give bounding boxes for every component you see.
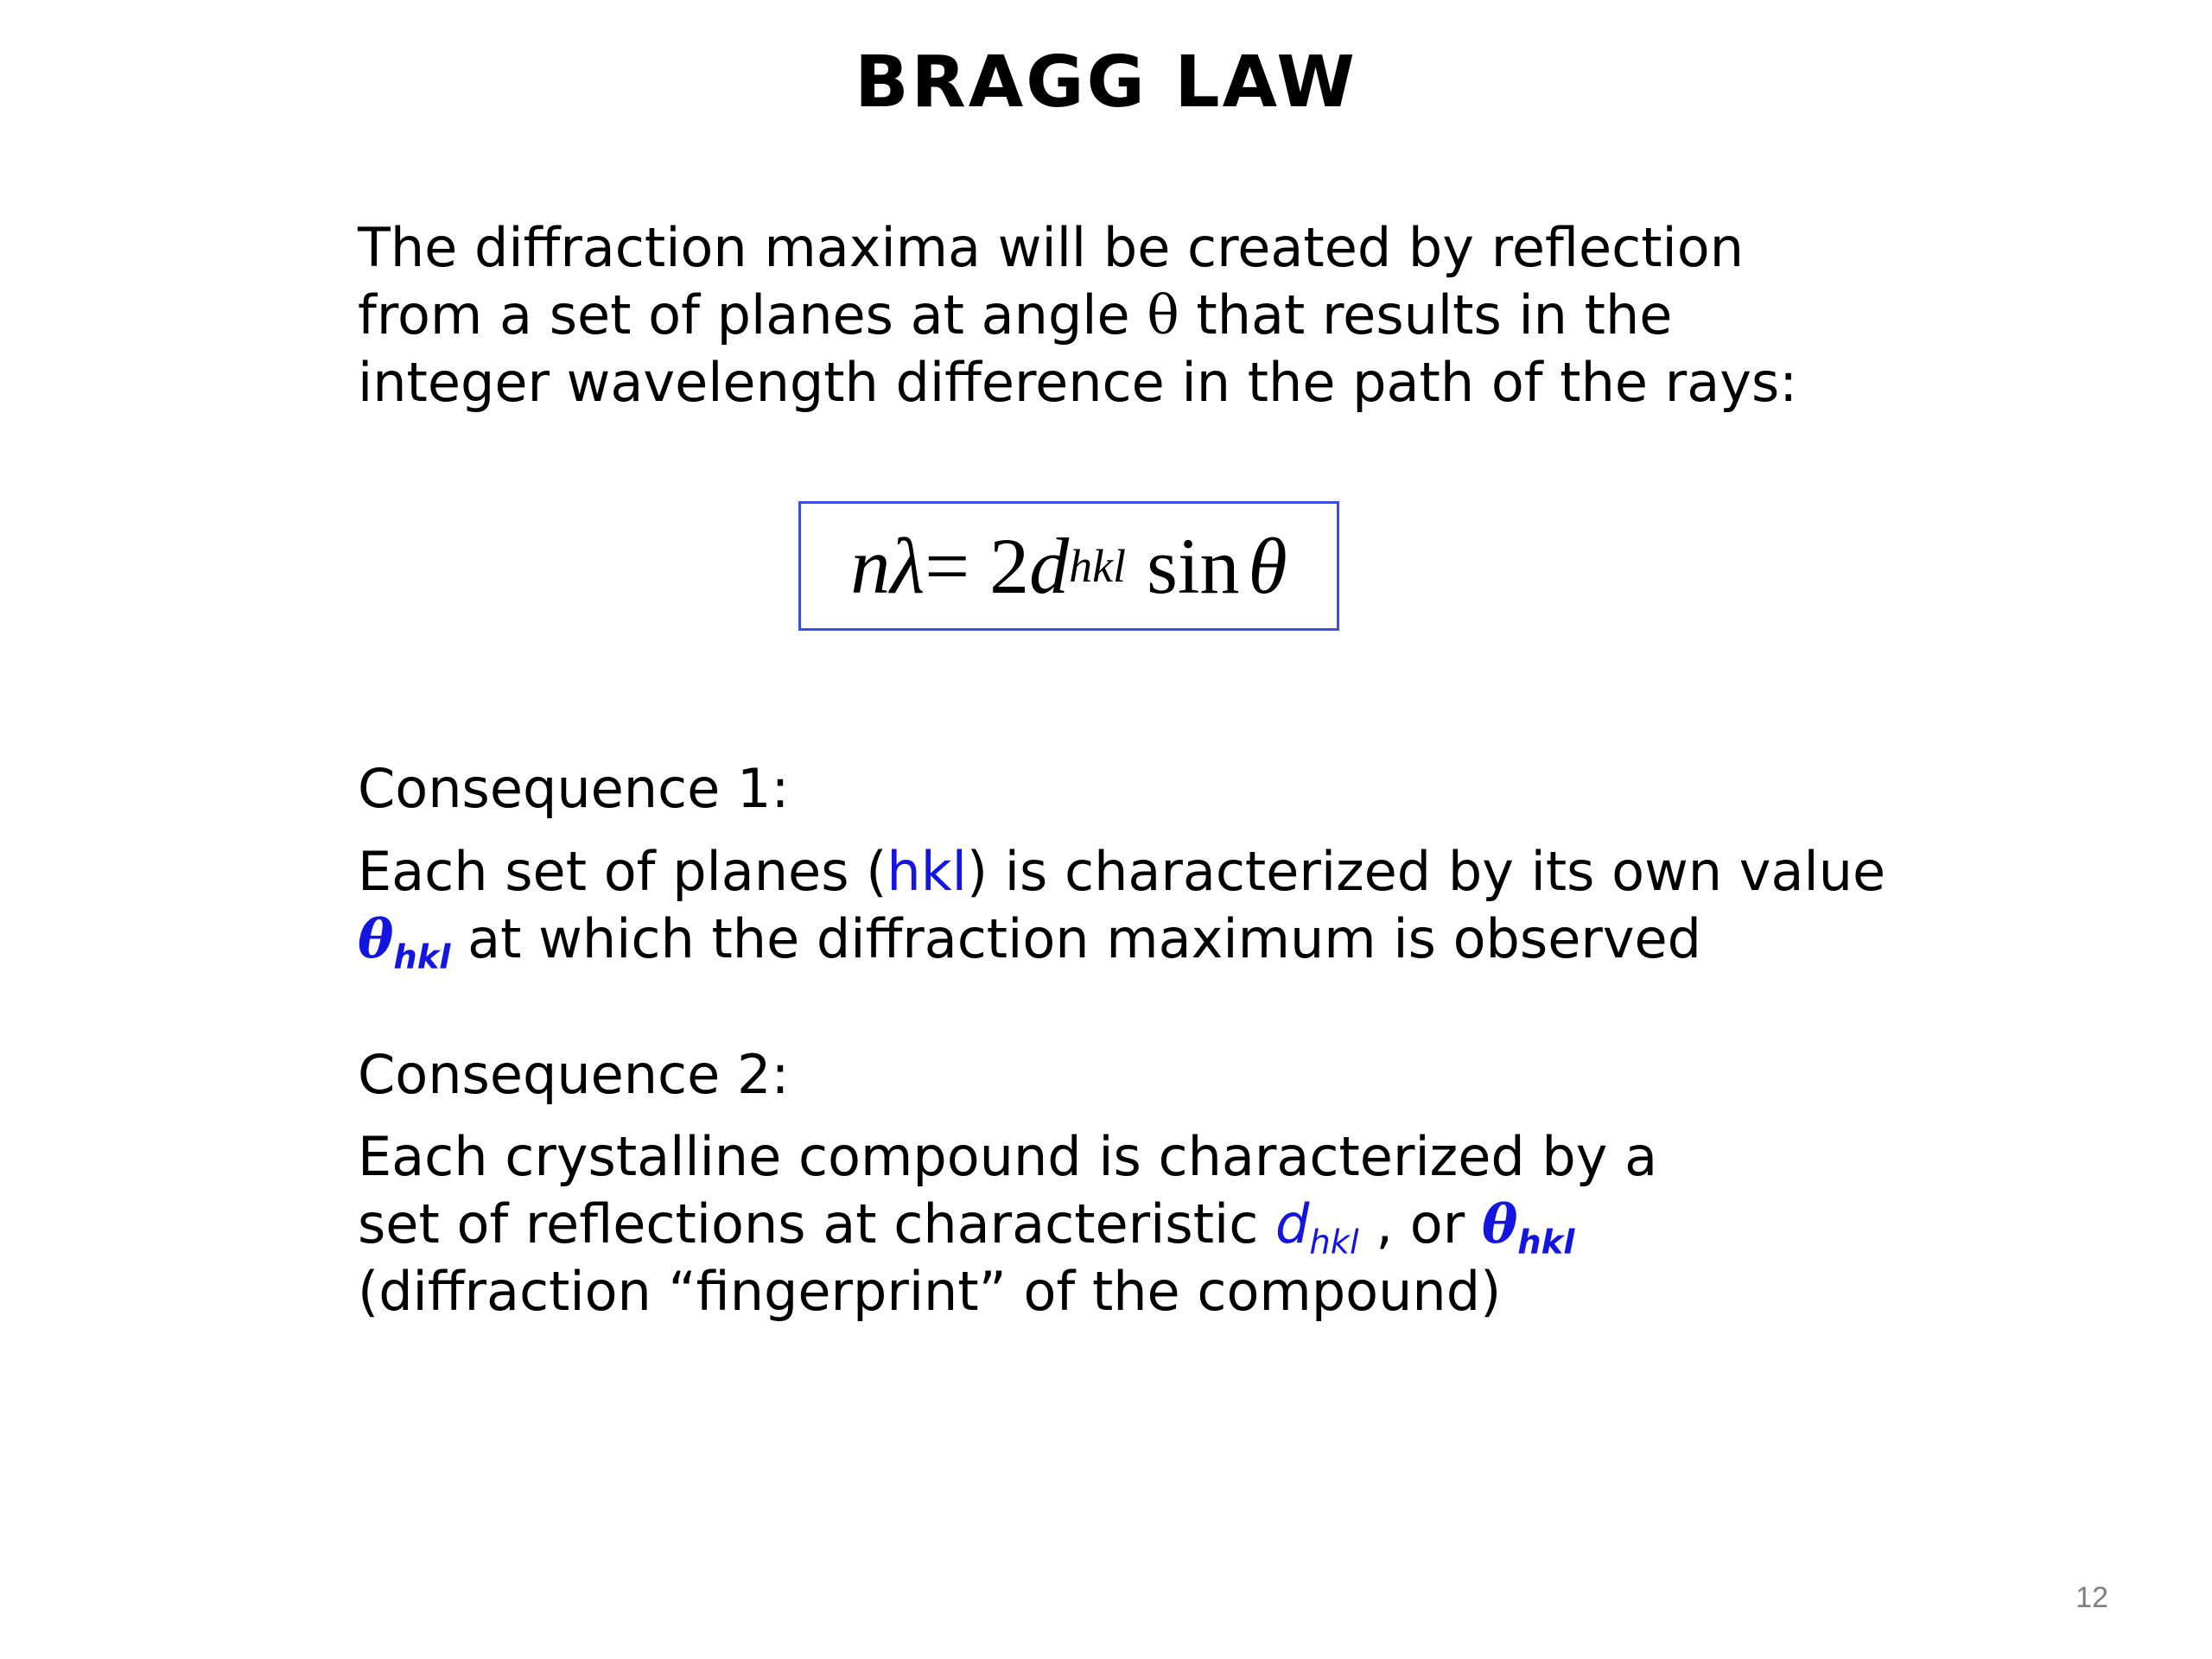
hkl-highlight: hkl [887,840,967,903]
consequence-2-line-2 [358,1191,1657,1262]
intro-line-2-start: from a set of planes at angle [358,283,1147,346]
intro-paragraph [358,214,1797,416]
c2-line2-mid: , or [1358,1192,1482,1255]
theta-subscript: hkl [393,938,451,977]
theta-hkl-symbol [358,907,451,977]
c2-line2-start: set of reflections at characteristic [358,1192,1276,1255]
eq-n: n [850,522,891,610]
d-char: d [1275,1192,1310,1255]
eq-sin: sin [1147,522,1240,610]
intro-line-3: integer wavelength difference in the path of the rays: [358,351,1798,414]
consequence-1-line-1 [358,838,1885,906]
theta-hkl-symbol-2 [1481,1192,1575,1262]
consequence-1-text [358,838,1886,977]
consequence-2-text [358,1123,1657,1325]
eq-d: d [1029,522,1070,610]
consequence-2-line-1: Each crystalline compound is characterized by a [358,1125,1658,1188]
eq-lambda: λ [890,522,925,610]
theta-subscript-2: hkl [1517,1223,1575,1262]
theta-char-2: θ [1481,1192,1518,1255]
slide-title: BRAGG LAW [855,41,1357,124]
eq-equals-two: = 2 [925,522,1030,610]
eq-theta: θ [1248,522,1287,610]
c1-line2-text: at which the diffraction maximum is observed [450,907,1702,970]
consequence-1-line-2 [358,906,1885,977]
page-number: 12 [2075,1581,2108,1614]
intro-line-2 [358,282,1797,349]
consequence-1-heading: Consequence 1: [358,757,790,820]
theta-symbol: θ [1147,283,1179,346]
intro-line-2-end: that results in the [1179,283,1673,346]
d-subscript: hkl [1309,1223,1359,1262]
c1-line1-start: Each set of planes ( [358,840,887,903]
c1-line1-end: ) is characterized by its own value [966,840,1886,903]
consequence-2-heading: Consequence 2: [358,1043,790,1106]
theta-char: θ [358,907,394,970]
intro-line-1: The diffraction maxima will be created by reflection [358,216,1745,279]
d-hkl-symbol [1275,1192,1359,1262]
consequence-2-line-3: (diffraction “fingerprint” of the compound) [358,1260,1502,1323]
bragg-equation-box: n λ = 2 d hkl sin θ [798,501,1339,631]
